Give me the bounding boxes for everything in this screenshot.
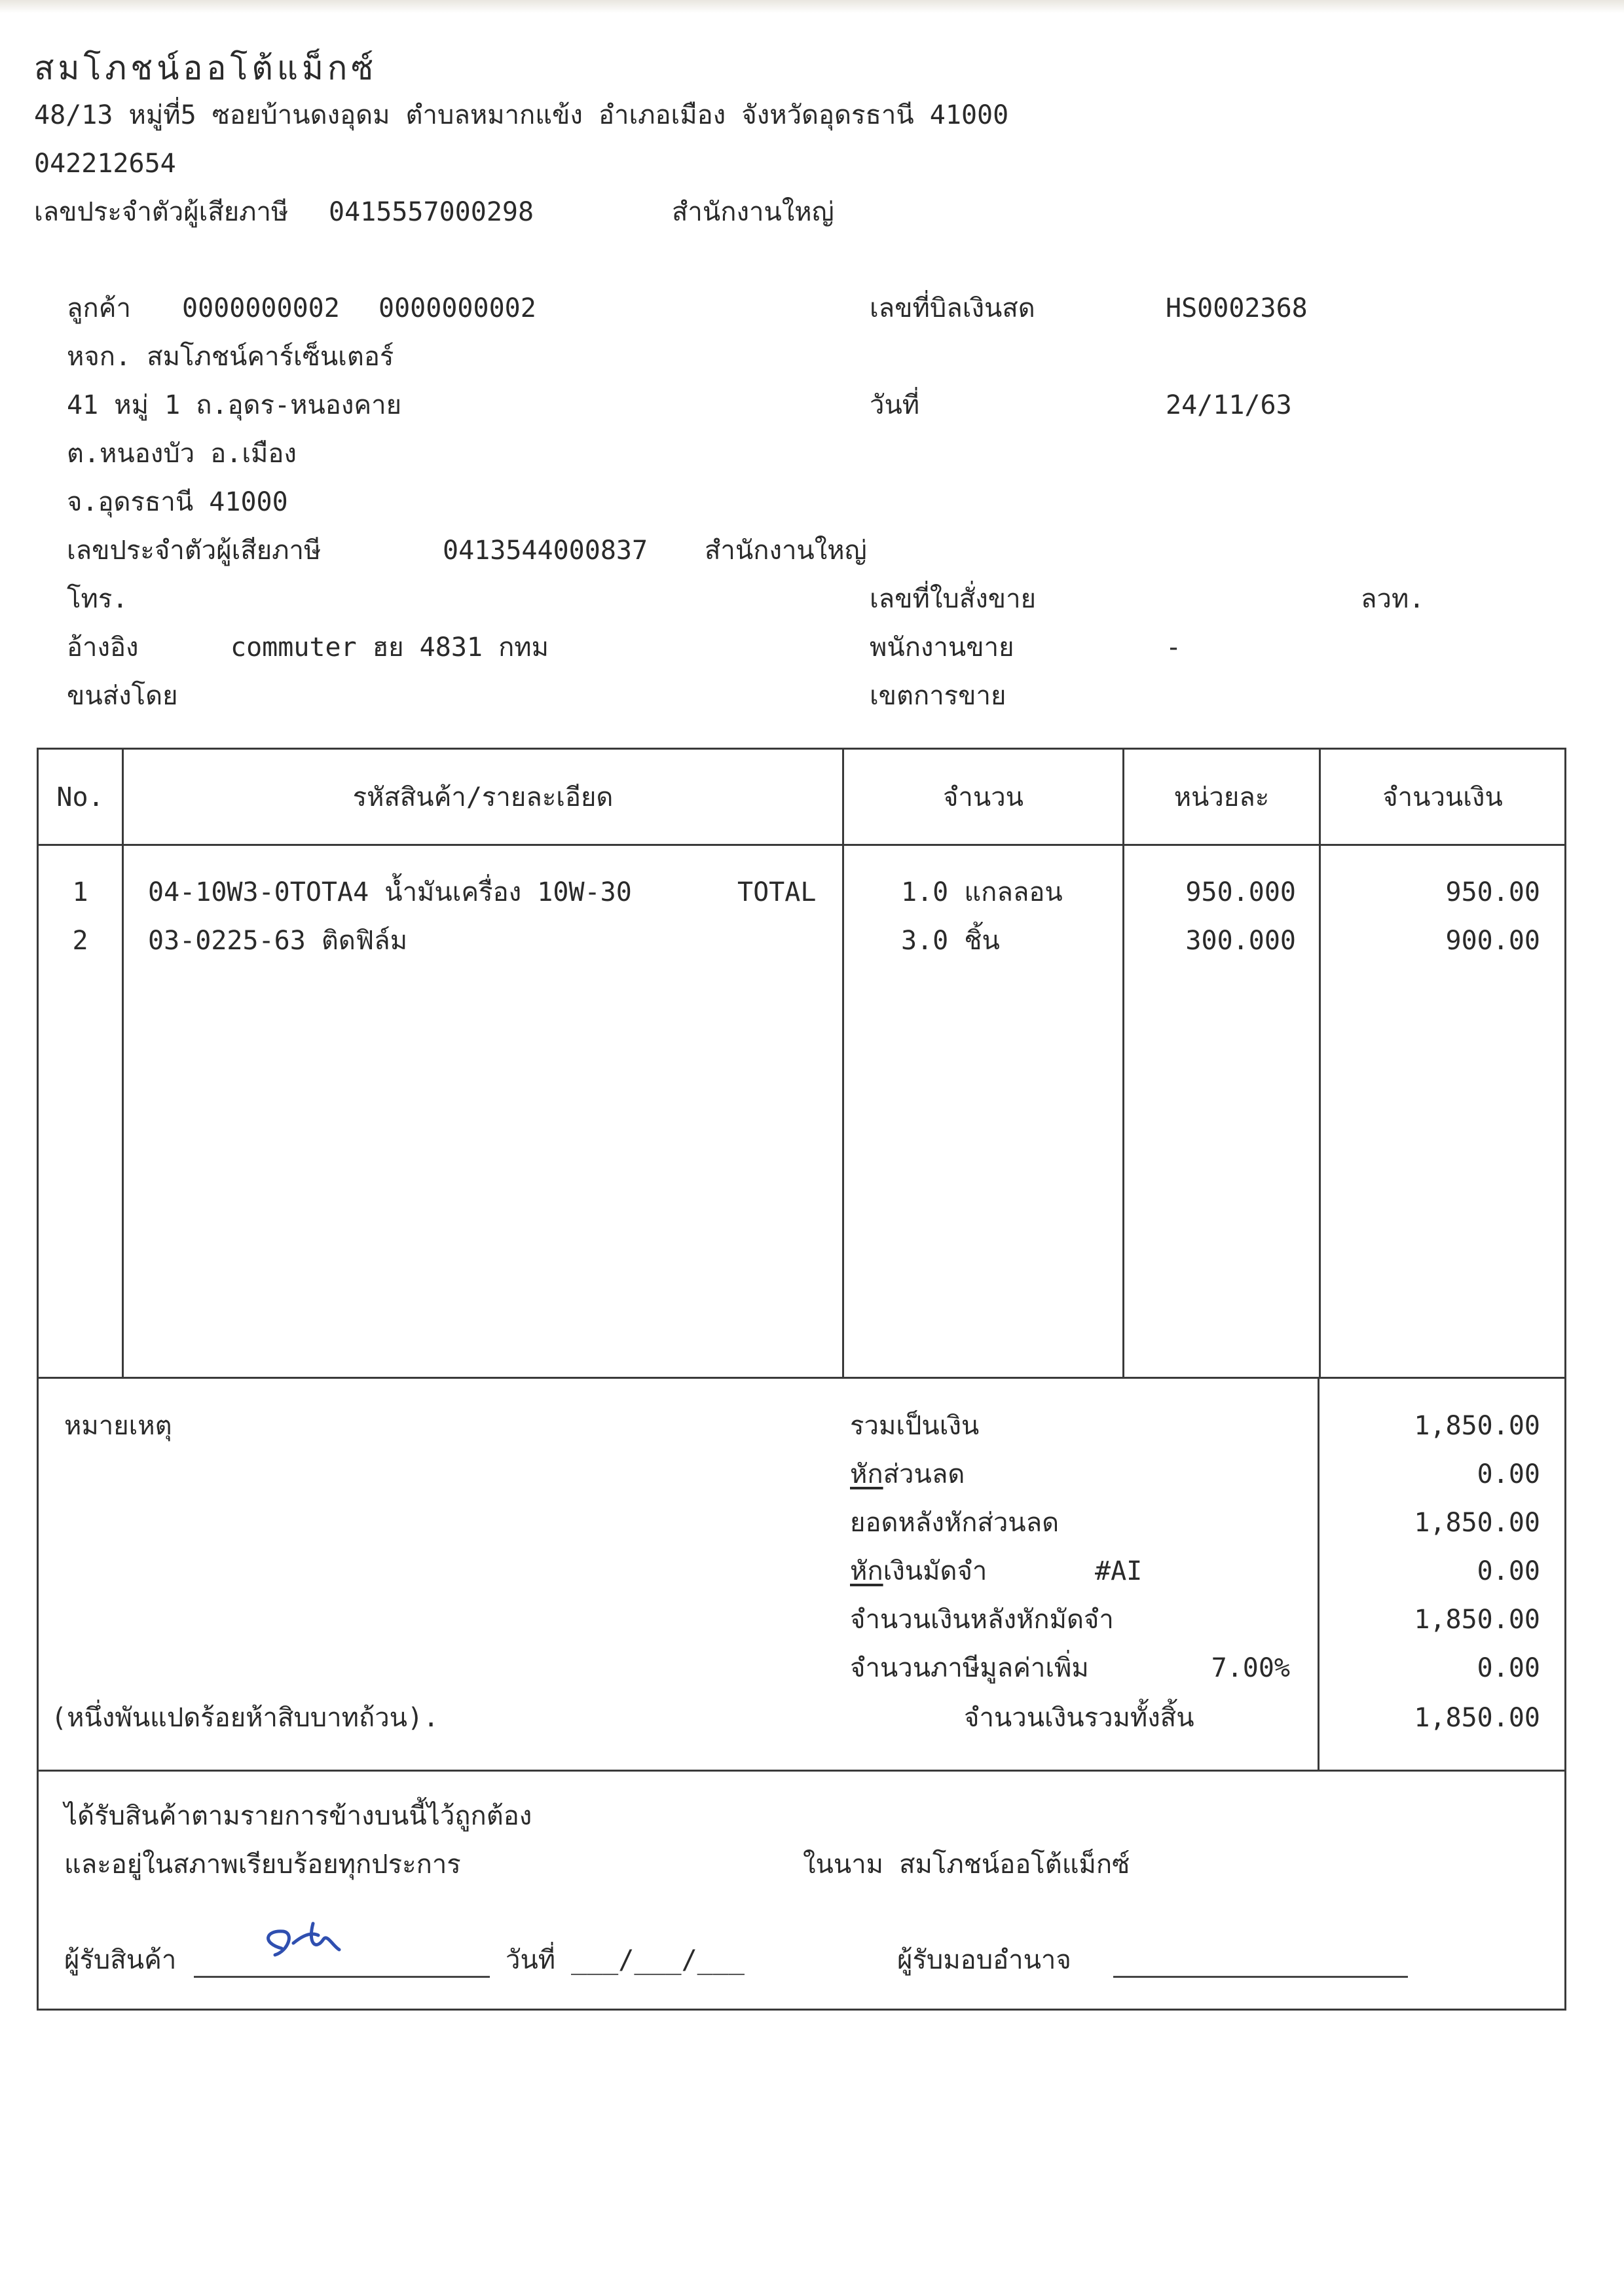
customer-address-2: ต.หนองบัว อ.เมือง bbox=[67, 439, 297, 469]
customer-branch: สำนักงานใหญ่ bbox=[705, 536, 867, 566]
company-tax-id: 0415557000298 bbox=[329, 197, 534, 227]
vat-rate: 7.00% bbox=[1211, 1653, 1290, 1683]
receiver-signature bbox=[255, 1917, 367, 1976]
col-divider bbox=[122, 748, 124, 1379]
summary-divider bbox=[1318, 1377, 1320, 1770]
received-statement-2: และอยู่ในสภาพเรียบร้อยทุกประการ bbox=[64, 1850, 461, 1880]
table-row-description: 03-0225-63 ติดฟิล์ม bbox=[148, 926, 408, 956]
salesperson-value: - bbox=[1166, 632, 1182, 663]
header-description: รหัสสินค้า/รายละเอียด bbox=[352, 782, 614, 812]
customer-tax-label: เลขประจำตัวผู้เสียภาษี bbox=[67, 536, 322, 566]
grand-total-label: จำนวนเงินรวมทั้งสิ้น bbox=[964, 1703, 1194, 1733]
discount-value: 0.00 bbox=[1477, 1459, 1540, 1489]
company-phone: 042212654 bbox=[34, 149, 176, 179]
authorized-signature-line bbox=[1113, 1976, 1408, 1978]
deposit-prefix: หัก bbox=[850, 1556, 883, 1586]
header-amount: จำนวนเงิน bbox=[1382, 782, 1503, 812]
discount-prefix: หัก bbox=[850, 1459, 883, 1489]
table-row-amount: 950.00 bbox=[1445, 877, 1540, 907]
after-discount-value: 1,850.00 bbox=[1414, 1508, 1540, 1538]
table-row-quantity: 1.0 แกลลอน bbox=[901, 877, 1063, 907]
table-row-description: 04-10W3-0TOTA4 น้ำมันเครื่อง 10W-30 bbox=[148, 877, 632, 907]
customer-address-1: 41 หมู่ 1 ถ.อุดร-หนองคาย bbox=[67, 390, 402, 420]
scan-edge bbox=[0, 0, 1624, 13]
discount-label: ส่วนลด bbox=[883, 1459, 965, 1489]
items-header-rule bbox=[37, 844, 1566, 846]
company-tax-label: เลขประจำตัวผู้เสียภาษี bbox=[34, 197, 289, 227]
invoice-date-label: วันที่ bbox=[870, 390, 920, 420]
after-deposit-value: 1,850.00 bbox=[1414, 1605, 1540, 1635]
on-behalf-of: ในนาม สมโภชน์ออโต้แม็กซ์ bbox=[803, 1850, 1130, 1880]
reference-label: อ้างอิง bbox=[67, 632, 139, 663]
subtotal-value: 1,850.00 bbox=[1414, 1411, 1540, 1441]
after-deposit-label: จำนวนเงินหลังหักมัดจำ bbox=[850, 1605, 1114, 1635]
invoice-no-value: HS0002368 bbox=[1166, 293, 1308, 323]
authorized-label: ผู้รับมอบอำนาจ bbox=[897, 1945, 1071, 1975]
received-statement-1: ได้รับสินค้าตามรายการข้างบนนี้ไว้ถูกต้อง bbox=[64, 1801, 532, 1831]
table-row-no: 2 bbox=[72, 926, 88, 956]
company-name: สมโภชน์ออโต้แม็กซ์ bbox=[34, 49, 378, 87]
customer-code-1: 0000000002 bbox=[182, 293, 340, 323]
deposit-label: เงินมัดจำ bbox=[883, 1556, 987, 1586]
vat-label: จำนวนภาษีมูลค่าเพิ่ม bbox=[850, 1653, 1089, 1683]
sales-order-label: เลขที่ใบสั่งขาย bbox=[870, 584, 1037, 614]
after-discount-label: ยอดหลังหักส่วนลด bbox=[850, 1508, 1060, 1538]
receive-date-label: วันที่ bbox=[506, 1945, 556, 1975]
header-unit-price: หน่วยละ bbox=[1173, 782, 1270, 812]
customer-label: ลูกค้า bbox=[67, 293, 131, 323]
table-row-quantity: 3.0 ชิ้น bbox=[901, 926, 1000, 956]
col-divider bbox=[842, 748, 844, 1379]
receiver-label: ผู้รับสินค้า bbox=[64, 1945, 177, 1975]
amount-in-words: (หนึ่งพันแปดร้อยห้าสิบบาทถ้วน). bbox=[51, 1703, 439, 1733]
table-row-unit-price: 300.000 bbox=[1185, 926, 1296, 956]
sales-order-suffix: ลวท. bbox=[1361, 584, 1425, 614]
customer-code-2: 0000000002 bbox=[378, 293, 536, 323]
shipping-label: ขนส่งโดย bbox=[67, 681, 178, 711]
sales-area-label: เขตการขาย bbox=[870, 681, 1006, 711]
col-divider bbox=[1122, 748, 1124, 1379]
table-row-brand: TOTAL bbox=[737, 877, 817, 907]
deposit-code: #AI bbox=[1095, 1556, 1143, 1586]
customer-tax-id: 0413544000837 bbox=[443, 536, 648, 566]
phone-label: โทร. bbox=[67, 584, 128, 614]
customer-name: หจก. สมโภชน์คาร์เซ็นเตอร์ bbox=[67, 342, 394, 372]
receiver-signature-line bbox=[194, 1976, 490, 1978]
vat-value: 0.00 bbox=[1477, 1653, 1540, 1683]
items-table bbox=[37, 748, 1566, 1379]
grand-total-value: 1,850.00 bbox=[1414, 1703, 1540, 1733]
invoice-no-label: เลขที่บิลเงินสด bbox=[870, 293, 1035, 323]
table-row-no: 1 bbox=[72, 877, 88, 907]
receive-date-blank: ___/___/___ bbox=[571, 1945, 745, 1975]
header-no: No. bbox=[56, 782, 104, 812]
customer-address-3: จ.อุดรธานี 41000 bbox=[67, 487, 288, 517]
reference-value: commuter ฮย 4831 กทม bbox=[231, 632, 549, 663]
deposit-value: 0.00 bbox=[1477, 1556, 1540, 1586]
invoice-date-value: 24/11/63 bbox=[1166, 390, 1292, 420]
salesperson-label: พนักงานขาย bbox=[870, 632, 1014, 663]
remark-label: หมายเหตุ bbox=[64, 1411, 172, 1441]
table-row-amount: 900.00 bbox=[1445, 926, 1540, 956]
header-quantity: จำนวน bbox=[942, 782, 1024, 812]
company-address: 48/13 หมู่ที่5 ซอยบ้านดงอุดม ตำบลหมากแข้ง อำเภอเมือง จังหวัดอุดรธานี 41000 bbox=[34, 100, 1009, 130]
company-branch: สำนักงานใหญ่ bbox=[672, 197, 834, 227]
subtotal-label: รวมเป็นเงิน bbox=[850, 1411, 980, 1441]
col-divider bbox=[1319, 748, 1321, 1379]
table-row-unit-price: 950.000 bbox=[1185, 877, 1296, 907]
